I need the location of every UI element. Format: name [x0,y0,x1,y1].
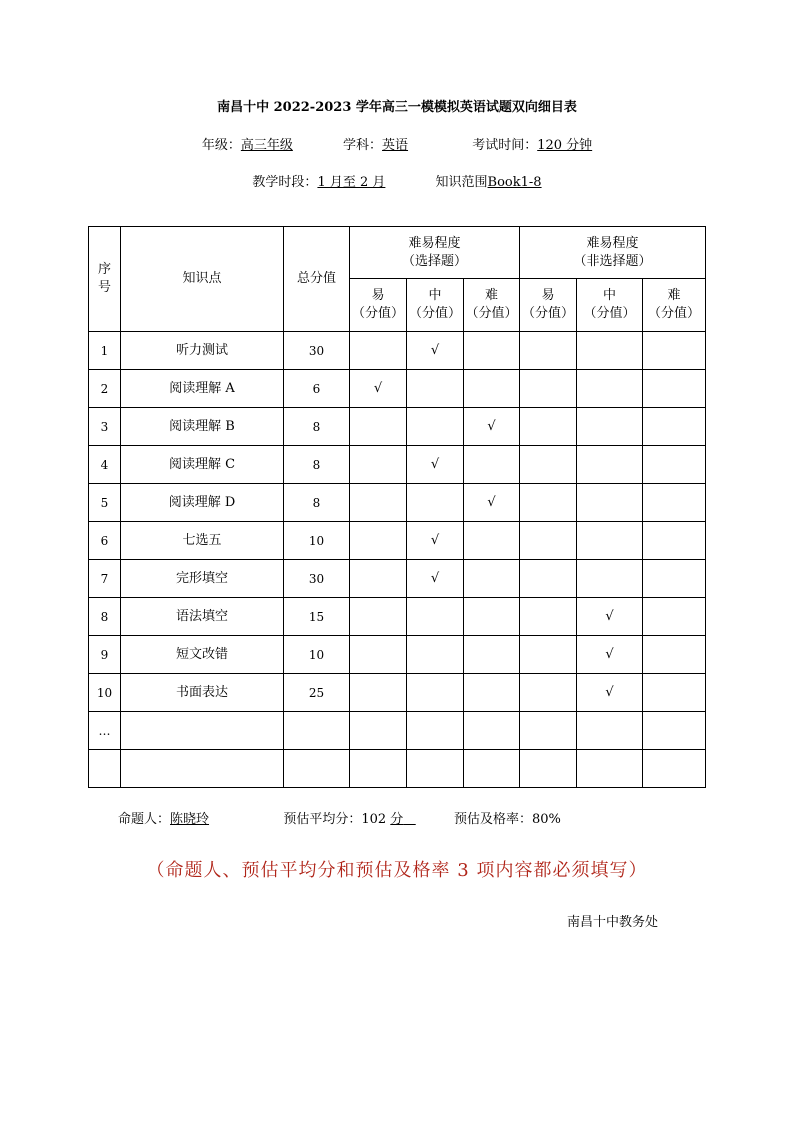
table-row [89,560,706,598]
period-field [252,171,385,190]
row-check-cell [350,750,407,788]
time-label: 考试时间： [472,138,538,153]
row-knowledge-point: 听力测试 [121,332,284,370]
period-value: 1 月至 2 月 [317,175,386,190]
row-knowledge-point: 阅读理解 B [121,408,284,446]
row-knowledge-point: 七选五 [121,522,284,560]
row-check-cell [643,674,706,712]
col-easy-1: 易 （分值） [350,279,407,332]
row-check-cell [643,712,706,750]
row-check-cell [350,560,407,598]
scope-field [436,171,542,190]
row-check-cell [464,332,520,370]
row-check-cell [407,674,464,712]
row-check-cell [520,370,577,408]
row-check-cell [407,750,464,788]
group-choice-header [350,227,520,279]
row-check-cell [643,636,706,674]
pass-value: 80% [532,812,561,827]
row-check-cell [643,332,706,370]
row-seq [89,750,121,788]
author-value: 陈晓玲 [170,812,210,827]
row-check-cell [520,522,577,560]
row-check-cell [577,560,643,598]
avg-label: 预估平均分： [283,812,362,827]
time-field [472,134,592,153]
row-check-cell [350,712,407,750]
table-row [89,674,706,712]
row-check-cell [577,370,643,408]
row-check-cell [407,484,464,522]
subject-value: 英语 [382,138,409,153]
author-label: 命题人： [118,812,171,827]
row-check-cell [520,446,577,484]
col-seq-header: 序号 [89,227,121,332]
row-check-cell [407,712,464,750]
grade-value: 高三年级 [240,138,293,153]
detail-table [88,226,706,788]
row-total-score: 8 [284,446,350,484]
table-header-row-1 [89,227,706,279]
footer-info [118,808,561,827]
row-check-cell [643,484,706,522]
row-check-cell [643,750,706,788]
row-check-cell [464,636,520,674]
col-easy-2: 易 （分值） [520,279,577,332]
row-knowledge-point: 阅读理解 A [121,370,284,408]
row-check-cell: √ [577,598,643,636]
scope-label: 知识范围 [435,175,488,190]
subject-field [343,134,408,153]
row-check-cell [520,712,577,750]
row-check-cell [407,370,464,408]
row-knowledge-point: 阅读理解 C [121,446,284,484]
row-check-cell: √ [577,636,643,674]
table-row [89,370,706,408]
row-check-cell: √ [577,674,643,712]
row-check-cell: √ [407,560,464,598]
row-seq: … [89,712,121,750]
row-total-score [284,750,350,788]
col-hard-1: 难 （分值） [464,279,520,332]
table-row [89,598,706,636]
row-check-cell [350,636,407,674]
row-total-score: 6 [284,370,350,408]
col-total-header: 总分值 [284,227,350,332]
row-check-cell [520,674,577,712]
row-seq: 4 [89,446,121,484]
pass-label: 预估及格率： [454,812,533,827]
avg-value: 102 [361,812,387,827]
row-check-cell [577,522,643,560]
avg-unit: 分 [390,812,404,827]
row-check-cell [350,484,407,522]
row-check-cell [464,522,520,560]
row-check-cell [350,522,407,560]
row-total-score [284,712,350,750]
row-total-score: 30 [284,560,350,598]
table-row [89,484,706,522]
table-row [89,712,706,750]
row-seq: 5 [89,484,121,522]
row-check-cell [350,598,407,636]
row-check-cell [643,560,706,598]
row-check-cell [643,522,706,560]
col-mid-1: 中 （分值） [407,279,464,332]
row-seq: 10 [89,674,121,712]
table-row [89,446,706,484]
group-choice-sub: （选择题） [402,253,468,269]
row-check-cell [643,598,706,636]
row-total-score: 8 [284,484,350,522]
scope-value: Book1-8 [487,175,542,190]
table-body [89,332,706,788]
row-total-score: 15 [284,598,350,636]
group-nonchoice-title: 难易程度 [586,235,639,251]
row-check-cell [350,332,407,370]
table-row [89,636,706,674]
row-knowledge-point: 短文改错 [121,636,284,674]
row-check-cell [520,636,577,674]
row-check-cell [350,446,407,484]
row-seq: 8 [89,598,121,636]
row-check-cell [643,446,706,484]
row-check-cell [350,674,407,712]
row-check-cell [407,598,464,636]
col-mid-2: 中 （分值） [577,279,643,332]
row-check-cell [520,598,577,636]
row-check-cell [577,712,643,750]
row-check-cell [350,408,407,446]
row-check-cell: √ [464,408,520,446]
grade-label: 年级： [201,138,241,153]
row-total-score: 8 [284,408,350,446]
group-nonchoice-sub: （非选择题） [573,253,652,269]
meta-row-1 [0,134,794,153]
row-check-cell [577,446,643,484]
row-seq: 2 [89,370,121,408]
row-check-cell: √ [407,332,464,370]
table-row [89,408,706,446]
grade-field [202,134,293,153]
row-check-cell [464,750,520,788]
row-check-cell [464,712,520,750]
row-seq: 3 [89,408,121,446]
meta-row-2 [0,171,794,190]
row-seq: 6 [89,522,121,560]
row-check-cell [520,332,577,370]
row-knowledge-point: 阅读理解 D [121,484,284,522]
row-check-cell [577,332,643,370]
required-notice: （命题人、预估平均分和预估及格率 3 项内容都必须填写） [146,860,648,881]
row-total-score: 10 [284,636,350,674]
row-check-cell [464,446,520,484]
row-check-cell: √ [407,522,464,560]
row-knowledge-point: 语法填空 [121,598,284,636]
row-check-cell [464,598,520,636]
row-knowledge-point [121,712,284,750]
row-check-cell [643,408,706,446]
row-knowledge-point: 书面表达 [121,674,284,712]
page-title: 南昌十中 2022-2023 学年高三一模模拟英语试题双向细目表 [217,100,577,115]
col-hard-2: 难 （分值） [643,279,706,332]
row-total-score: 10 [284,522,350,560]
row-check-cell [520,750,577,788]
table-row [89,332,706,370]
group-choice-title: 难易程度 [408,235,461,251]
row-check-cell [643,370,706,408]
table-row [89,750,706,788]
row-total-score: 30 [284,332,350,370]
row-check-cell [520,408,577,446]
row-seq: 7 [89,560,121,598]
row-knowledge-point: 完形填空 [121,560,284,598]
group-nonchoice-header [520,227,706,279]
row-check-cell: √ [464,484,520,522]
row-check-cell [464,674,520,712]
row-seq: 9 [89,636,121,674]
time-value: 120 分钟 [537,138,593,153]
row-check-cell: √ [407,446,464,484]
col-point-header: 知识点 [121,227,284,332]
row-check-cell [577,750,643,788]
office-signature: 南昌十中教务处 [567,915,659,930]
subject-label: 学科： [343,138,383,153]
row-check-cell [464,370,520,408]
row-check-cell [464,560,520,598]
row-check-cell [407,408,464,446]
row-check-cell [577,408,643,446]
row-knowledge-point [121,750,284,788]
period-label: 教学时段： [252,175,318,190]
row-check-cell: √ [350,370,407,408]
table-row [89,522,706,560]
row-check-cell [520,560,577,598]
row-seq: 1 [89,332,121,370]
row-total-score: 25 [284,674,350,712]
row-check-cell [577,484,643,522]
row-check-cell [407,636,464,674]
row-check-cell [520,484,577,522]
